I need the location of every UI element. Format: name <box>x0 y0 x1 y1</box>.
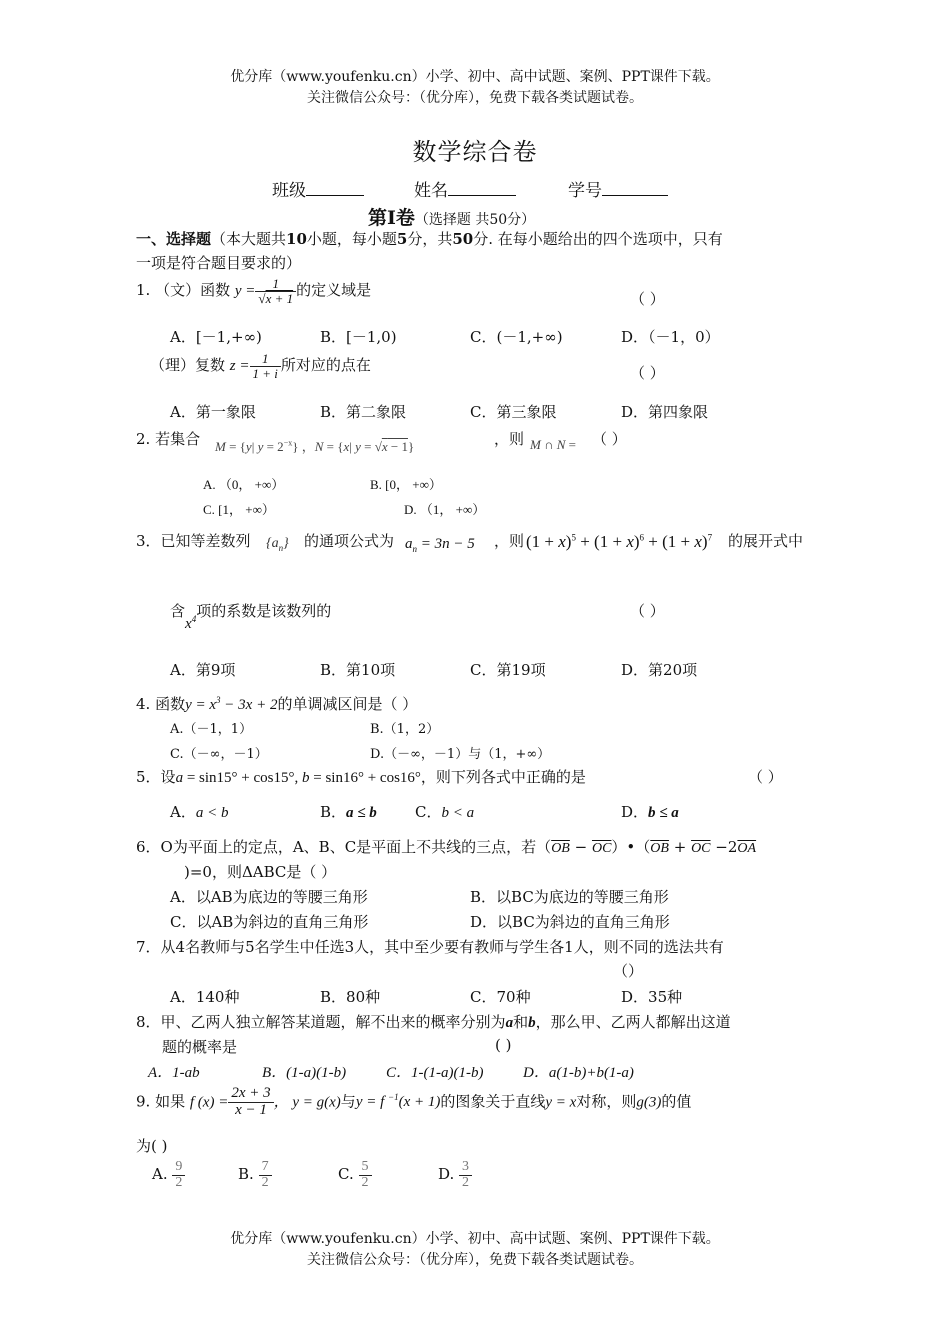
q3-stem <box>136 530 251 551</box>
q2-intersection: M ∩ N = <box>530 437 576 452</box>
q3-answer-paren[interactable]: （ ） <box>630 602 665 620</box>
q9-fraction: $\frac{2x + 3}{x - 1}$ <box>228 1086 273 1119</box>
id-blank[interactable] <box>602 181 668 196</box>
q3-line2-a: 含 <box>170 602 186 620</box>
q5-text-b: ，则下列各式中正确的是 <box>420 768 586 786</box>
part1-intro-line2: 一项是符合题目要求的） <box>136 254 302 272</box>
q6-vector-oc: $\overline{OC}$ <box>591 841 612 856</box>
q8-option-b[interactable]: B．(1-a)(1-b) <box>262 1065 347 1081</box>
q8-stem <box>136 1011 731 1032</box>
q3-option-c[interactable]: C．第19项 <box>470 661 546 679</box>
q6-text-a: O为平面上的定点，A、B、C是平面上不共线的三点，若（ <box>160 838 552 856</box>
intro-total: 50 <box>452 230 474 248</box>
q3-option-b[interactable]: B．第10项 <box>320 661 396 679</box>
intro-text: 分. 在每小题给出的四个选项中，只有 <box>473 230 723 248</box>
q1-li-tail: 所对应的点在 <box>280 356 371 375</box>
question-number: 7． <box>136 938 161 956</box>
q2-stem <box>136 428 200 449</box>
q8-text-and: 和 <box>513 1013 529 1031</box>
q1-option-d[interactable]: D．（－1，0） <box>621 328 720 346</box>
q1-li-option-c[interactable]: C．第三象限 <box>470 403 557 421</box>
q9-option-label: B. <box>238 1165 254 1184</box>
q5-option-math: b ≤ a <box>648 805 679 821</box>
q3-option-a[interactable]: A．第9项 <box>170 661 236 679</box>
question-number: 9. <box>136 1092 151 1111</box>
question-number: 4. <box>136 695 151 713</box>
q1-wen-tail: 的定义域是 <box>296 281 372 300</box>
part1-heading: 一、选择题 <box>136 230 212 248</box>
q5-option-b[interactable] <box>320 801 377 822</box>
q1-stem <box>136 277 371 305</box>
q9-option-a[interactable] <box>152 1160 185 1190</box>
q3-text-b: 的通项公式为 <box>304 532 395 550</box>
q9-g3: g(3) <box>636 1094 662 1111</box>
q6-vector-ob: $\overline{OB}$ <box>551 841 570 856</box>
q6-line2: )=0，则ΔABC是（ ） <box>184 863 337 881</box>
q5-option-label: D． <box>621 803 649 821</box>
q5-option-c[interactable] <box>415 801 474 822</box>
q8-option-d[interactable]: D．a(1-b)+b(1-a) <box>523 1065 634 1081</box>
q1-li-fraction: $\frac{1}{1 + i}$ <box>250 352 281 380</box>
q9-option-fraction: $\frac{7}{2}$ <box>259 1160 272 1190</box>
question-number: 6． <box>136 838 161 856</box>
q2-option-d[interactable]: D. （1， +∞） <box>404 502 486 517</box>
question-number: 2. <box>136 430 151 448</box>
question-number: 3． <box>136 532 161 550</box>
q1-li-stem <box>150 352 371 380</box>
q6-option-a[interactable]: A．以AB为底边的等腰三角形 <box>170 888 368 906</box>
q2-option-c[interactable]: C. [1， +∞） <box>203 502 275 517</box>
q4-stem <box>136 693 417 714</box>
q6-option-d[interactable]: D．以BC为斜边的直角三角形 <box>470 913 670 931</box>
footer-line-2: 关注微信公众号：（优分库），免费下载各类试题试卷。 <box>307 1252 643 1268</box>
q3-line2-b: 项的系数是该数列的 <box>196 602 332 620</box>
intro-score: 5 <box>396 230 408 248</box>
q9-finv: y = f $^{-1}$(x + 1) <box>355 1092 441 1111</box>
q9-option-c[interactable] <box>338 1160 372 1190</box>
footer-line-1: 优分库（www.youfenku.cn）小学、初中、高中试题、案例、PPT课件下载。 <box>230 1231 720 1247</box>
q9-text-d: 对称，则 <box>576 1092 637 1111</box>
q2-option-a[interactable]: A. （0， +∞） <box>203 477 285 492</box>
q6-vector-oa: $\overline{OA}$ <box>737 841 757 856</box>
q2-text: 若集合 <box>155 430 201 448</box>
q5-option-label: A． <box>170 803 196 821</box>
header-line-2: 关注微信公众号：（优分库），免费下载各类试题试卷。 <box>307 90 643 106</box>
q7-answer-paren[interactable]: （） <box>613 962 644 980</box>
q9-stem <box>136 1086 691 1119</box>
q7-text: 从4名教师与5名学生中任选3人，其中至少要有教师与学生各1人，则不同的选法共有 <box>160 938 724 956</box>
q8-line2: 题的概率是 <box>162 1038 238 1056</box>
q9-text-e: 的值 <box>661 1092 692 1111</box>
q9-text-a: 如果 <box>155 1092 186 1111</box>
q5-option-math: a ≤ b <box>346 805 377 821</box>
q1-li-option-a[interactable]: A．第一象限 <box>170 403 256 421</box>
q9-option-label: D. <box>438 1165 455 1184</box>
q6-option-b[interactable]: B．以BC为底边的等腰三角形 <box>470 888 669 906</box>
question-number: 1. <box>136 281 151 300</box>
q1-answer-paren[interactable]: （ ） <box>630 290 665 308</box>
q3-option-d[interactable]: D．第20项 <box>621 661 698 679</box>
q1-math-y: y = <box>234 283 256 300</box>
q9-option-label: A. <box>152 1165 168 1184</box>
header-line-1: 优分库（www.youfenku.cn）小学、初中、高中试题、案例、PPT课件下载。 <box>230 69 720 85</box>
q1-option-a[interactable]: A．[－1,+∞) <box>170 328 262 346</box>
q4-option-c[interactable]: C.（－∞，－1） <box>170 747 268 762</box>
q9-text-c: 的图象关于直线 <box>440 1092 546 1111</box>
q5-option-math: b < a <box>441 805 475 821</box>
id-label: 学号 <box>568 181 602 201</box>
q3-x4: $x^4$ <box>185 614 197 632</box>
name-blank[interactable] <box>448 181 516 196</box>
q3-text: 已知等差数列 <box>160 532 251 550</box>
q6-stem: 6．O为平面上的定点，A、B、C是平面上不共线的三点，若（$\overline{OB}$ − $\overline{OC})•(\overline{OB} + \overline{OC} -2\overline{OA}$ <box>136 838 757 856</box>
q4-option-b[interactable]: B.（1，2） <box>370 722 440 737</box>
intro-text: （本大题共 <box>211 230 287 248</box>
q8-option-a[interactable]: A．1-ab <box>148 1065 200 1081</box>
class-label: 班级 <box>272 181 306 201</box>
intro-text: 小题，每小题 <box>306 230 397 248</box>
q6-option-c[interactable]: C．以AB为斜边的直角三角形 <box>170 913 369 931</box>
name-field <box>414 176 516 201</box>
q5-option-label: C． <box>415 803 442 821</box>
class-field <box>272 176 364 201</box>
q5-formula: a = sin15° + cos15°, b = sin16° + cos16° <box>175 770 421 786</box>
q1-math-z: z = <box>229 358 250 375</box>
q4-option-a[interactable]: A.（－1，1） <box>170 722 253 737</box>
q9-text-b: 与 <box>340 1092 356 1111</box>
q4-text-a: 函数 <box>155 695 186 713</box>
q7-option-a[interactable]: A．140种 <box>170 988 240 1006</box>
section-title: 第Ⅰ卷 <box>368 207 415 229</box>
q7-option-c[interactable]: C．70种 <box>470 988 531 1006</box>
q9-option-label: C. <box>338 1165 354 1184</box>
q9-line: y = x <box>545 1094 577 1111</box>
question-number: 5． <box>136 768 161 786</box>
question-number: 8． <box>136 1013 161 1031</box>
q1-option-c[interactable]: C．(－1,+∞) <box>470 328 563 346</box>
class-blank[interactable] <box>306 181 364 196</box>
intro-text: 分，共 <box>407 230 453 248</box>
name-label: 姓名 <box>414 181 448 201</box>
q5-option-d[interactable] <box>621 801 679 822</box>
q1-li-text: （理）复数 <box>150 356 226 375</box>
q5-option-a[interactable] <box>170 801 228 822</box>
q3-sequence: $\{a_n\}$ <box>266 536 289 553</box>
q3-expansion: $(1 + x)^5 + (1 + x)^6 + (1 + x)^7$ <box>526 532 713 551</box>
part1-intro <box>136 228 723 249</box>
q4-formula: $y = x^3 - 3x + 2$ <box>185 695 278 713</box>
q9-option-b[interactable] <box>238 1160 272 1190</box>
id-field <box>568 176 668 201</box>
q9-gx: ， y = g(x) <box>273 1094 341 1111</box>
q2-option-b[interactable]: B. [0， +∞） <box>370 477 442 492</box>
q9-option-fraction: $\frac{9}{2}$ <box>172 1160 185 1190</box>
q3-text-c: ，则 <box>494 532 525 550</box>
q3-formula: $a_n = 3n - 5$ <box>405 536 475 554</box>
q1-li-option-d[interactable]: D．第四象限 <box>621 403 709 421</box>
q2-answer-paren[interactable]: （ ） <box>592 430 627 448</box>
q9-option-d[interactable] <box>438 1160 472 1190</box>
q8-text-a: 甲、乙两人独立解答某道题，解不出来的概率分别为 <box>160 1013 506 1031</box>
q9-line2: 为( ) <box>136 1137 168 1155</box>
q8-var-a: a <box>505 1015 514 1031</box>
q9-fx: f (x) = <box>189 1094 229 1111</box>
q9-option-fraction: $\frac{5}{2}$ <box>359 1160 372 1190</box>
q4-text-b: 的单调减区间是（ ） <box>277 695 418 713</box>
q1-option-b[interactable]: B．[－1,0) <box>320 328 397 346</box>
q7-option-d[interactable]: D．35种 <box>621 988 683 1006</box>
q3-line2 <box>170 600 332 632</box>
q1-li-option-b[interactable]: B．第二象限 <box>320 403 407 421</box>
q6-vector-ob2: $\overline{OB}$ <box>650 841 669 856</box>
q5-text-a: 设 <box>160 768 176 786</box>
page-title: 数学综合卷 <box>412 138 538 166</box>
q8-text-b: ，那么甲、乙两人都解出这道 <box>535 1013 731 1031</box>
q5-answer-paren[interactable]: （ ） <box>748 768 783 786</box>
q9-option-fraction: $\frac{3}{2}$ <box>459 1160 472 1190</box>
q1-wen-text: （文）函数 <box>155 281 231 300</box>
q3-text-d: 的展开式中 <box>728 532 804 550</box>
q5-option-label: B． <box>320 803 347 821</box>
q5-stem <box>136 766 586 787</box>
intro-count: 10 <box>286 230 307 248</box>
q1-fraction: $\frac{1}{√x + 1}$ <box>255 277 296 305</box>
q8-option-c[interactable]: C．1-(1-a)(1-b) <box>386 1065 484 1081</box>
q5-option-math: a < b <box>195 805 229 821</box>
section-heading <box>368 203 535 230</box>
q1-li-answer-paren[interactable]: （ ） <box>630 364 665 382</box>
q8-var-b: b <box>528 1015 536 1031</box>
q2-then: ，则 <box>494 430 525 448</box>
q6-text-b: ）•（ <box>611 838 651 856</box>
q4-option-d[interactable]: D.（－∞，－1）与（1，+∞） <box>370 747 551 762</box>
q7-option-b[interactable]: B．80种 <box>320 988 381 1006</box>
q7-stem <box>136 936 724 957</box>
section-subtitle: （选择题 共50分） <box>414 212 536 228</box>
q6-vector-oc2: $\overline{OC}$ <box>691 841 711 856</box>
q2-set-formula: M = {y| $y = 2^{-x}$} ，N = {x| y = √x − 1} <box>215 438 415 454</box>
q8-answer-paren[interactable]: ( ) <box>495 1036 512 1054</box>
